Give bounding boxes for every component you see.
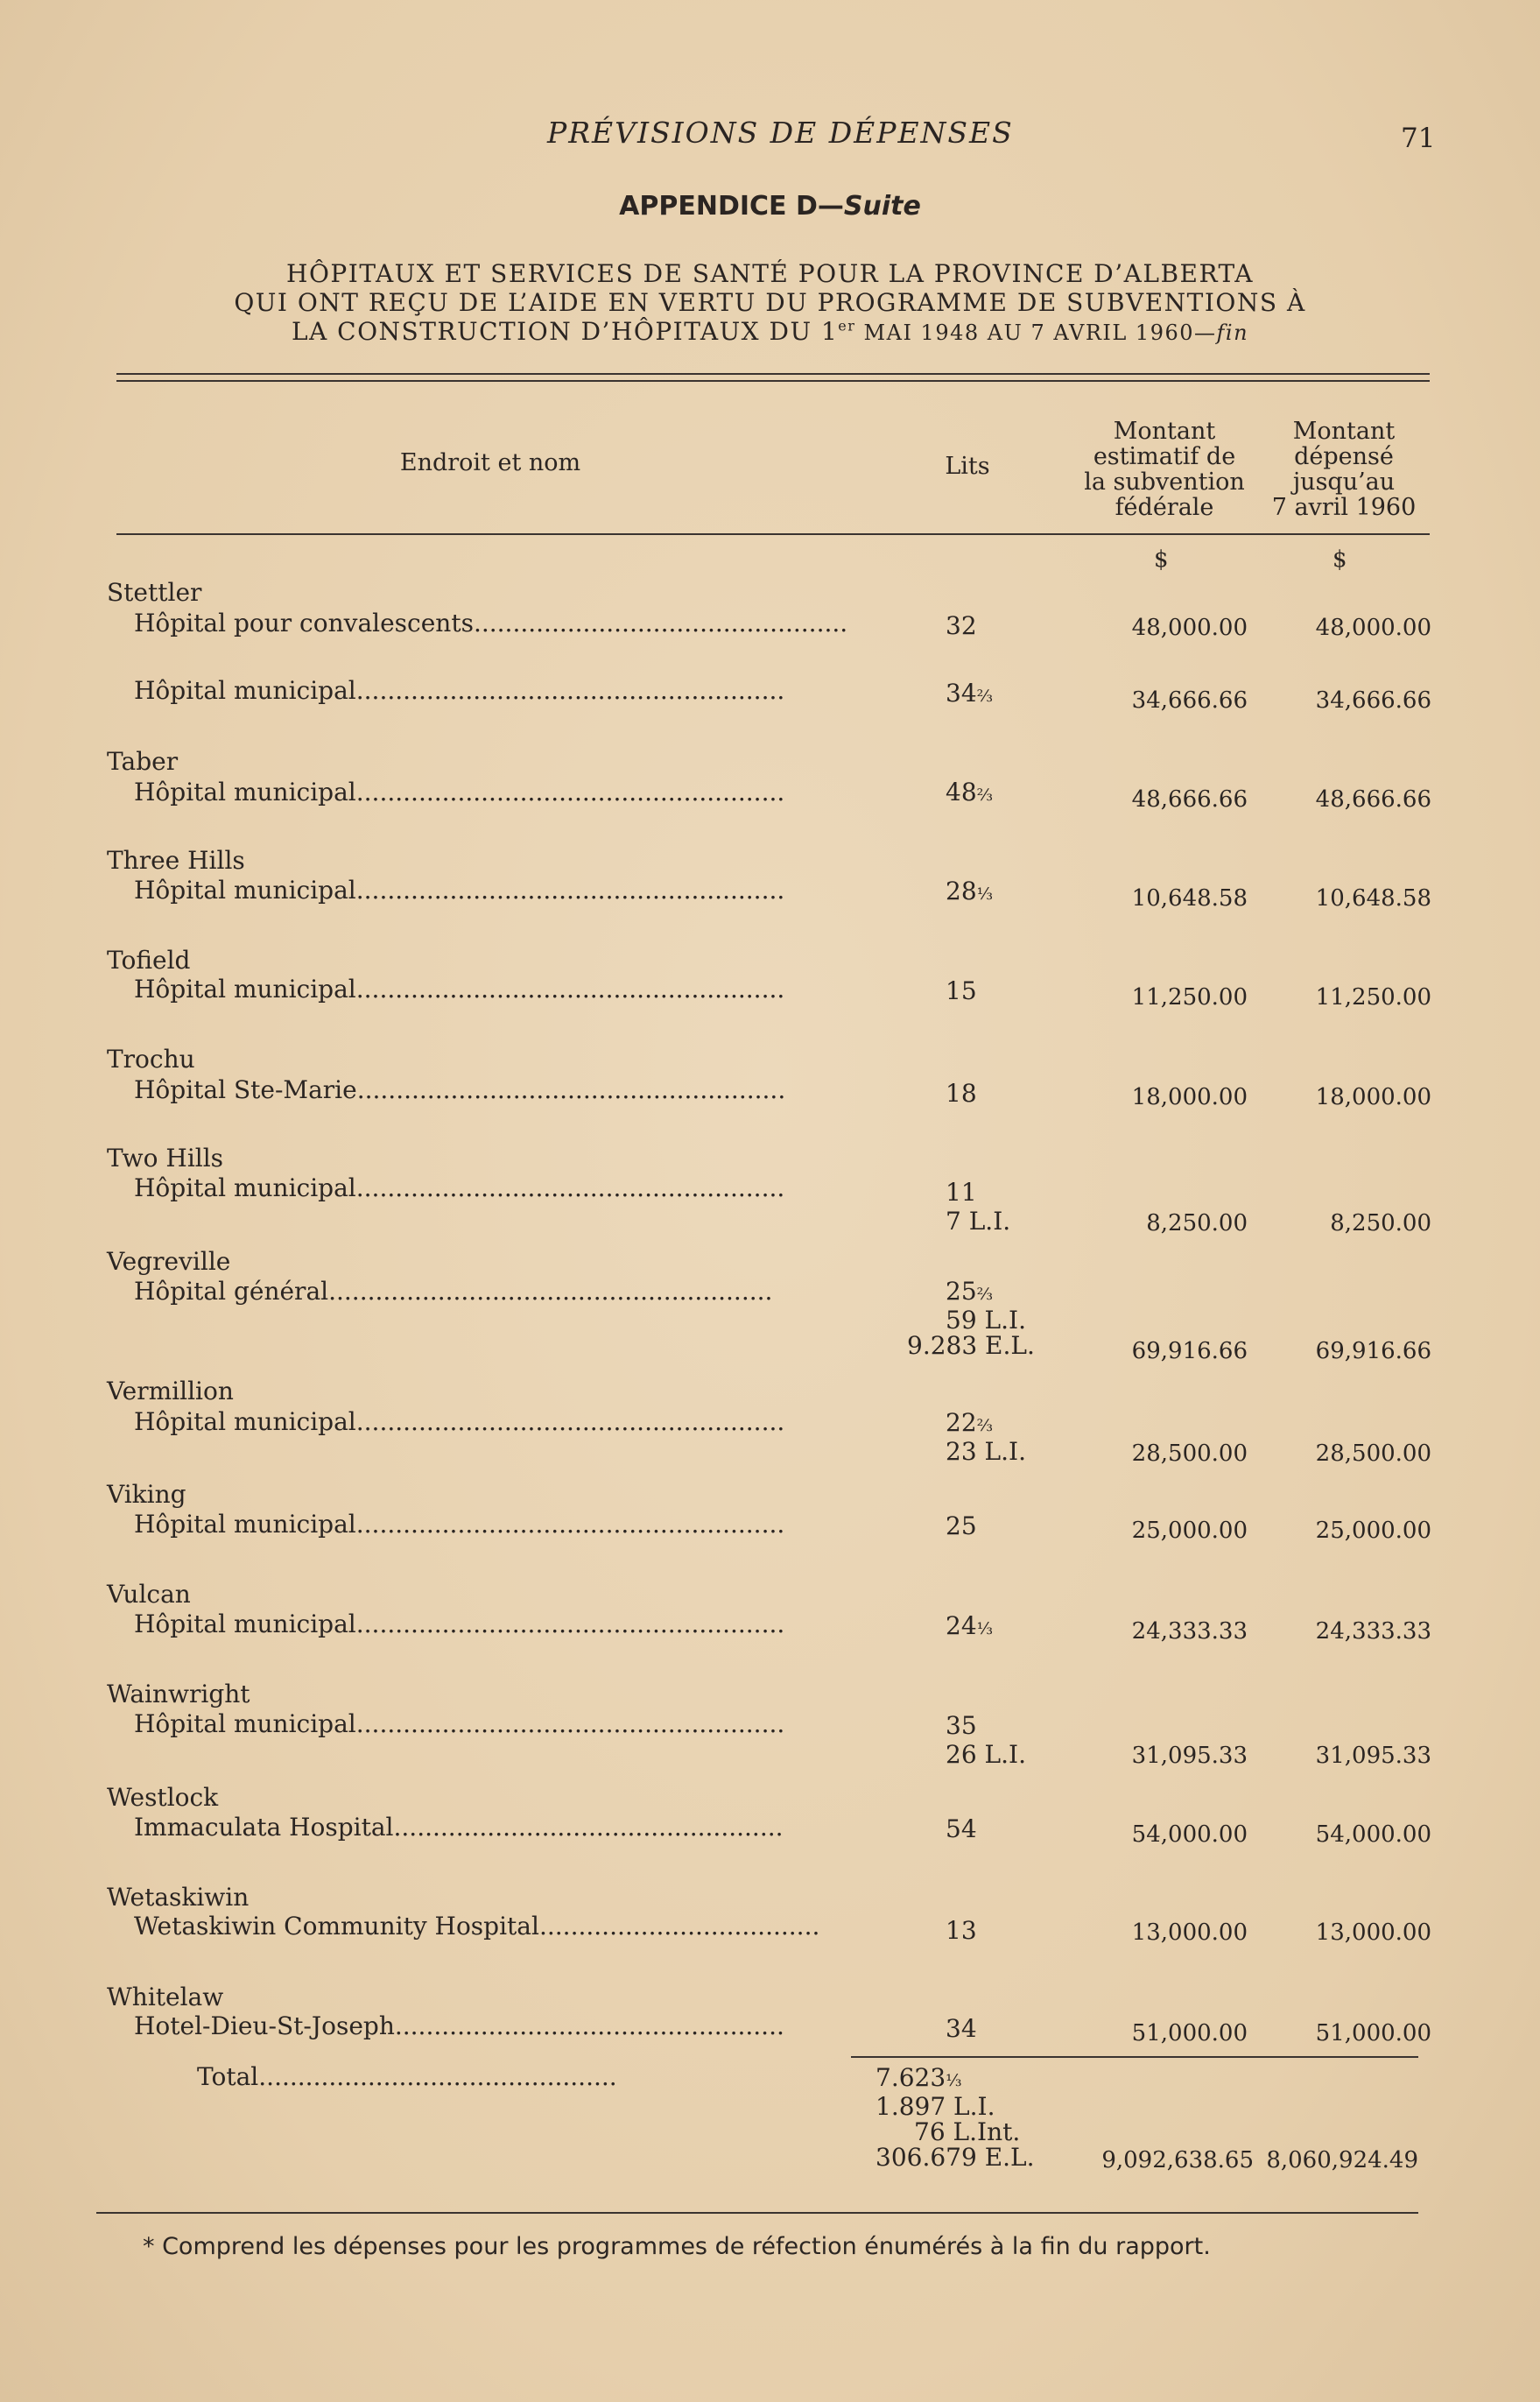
- subtitle-line-1: HÔPITAUX ET SERVICES DE SANTÉ POUR LA PROVINCE D’ALBERTA: [286, 259, 1254, 288]
- appendix-suffix: Suite: [843, 191, 921, 222]
- header-spent-line: 7 avril 1960: [1271, 494, 1417, 521]
- header-estimated-line: estimatif de: [1093, 443, 1236, 470]
- row-beds-line: [946, 1410, 1121, 1439]
- row-name: [134, 1610, 784, 1638]
- total-label: [197, 2062, 617, 2091]
- row-estimated: 25,000.00: [1131, 1518, 1248, 1544]
- row-name: [134, 1912, 819, 1941]
- row-spent: 69,916.66: [1315, 1338, 1431, 1364]
- row-estimated: 8,250.00: [1146, 1210, 1248, 1236]
- row-name-text: Hotel-Dieu-St-Joseph: [134, 2011, 395, 2040]
- row-beds-line: 26 L.I.: [946, 1740, 1026, 1769]
- row-name: [134, 676, 784, 705]
- footer-rule: [96, 2212, 1418, 2214]
- row-place: Vegreville: [107, 1247, 231, 1276]
- total-beds: [875, 2065, 1051, 2170]
- appendix-prefix: APPENDICE D—: [619, 191, 844, 222]
- row-place: Three Hills: [107, 846, 245, 875]
- row-beds-int: 48: [946, 778, 977, 807]
- row-name-text: Hôpital municipal: [134, 876, 356, 905]
- row-estimated: 24,333.33: [1131, 1618, 1248, 1645]
- title-rule-top: [116, 373, 1430, 375]
- row-estimated: 34,666.66: [1131, 687, 1248, 714]
- row-name-text: Hôpital municipal: [134, 975, 356, 1004]
- row-name-text: Hôpital municipal: [134, 1709, 356, 1738]
- row-beds-frac: ⅔: [976, 687, 994, 706]
- header-place: Endroit et nom: [399, 449, 581, 476]
- row-estimated: 48,000.00: [1131, 615, 1248, 641]
- row-beds-line: 59 L.I.: [946, 1306, 1026, 1335]
- row-name: [134, 975, 784, 1004]
- row-estimated: 13,000.00: [1131, 1919, 1248, 1946]
- row-beds-int: 34: [946, 679, 977, 708]
- leader-dots: .......................................................: [355, 676, 785, 705]
- row-estimated: 51,000.00: [1131, 2020, 1248, 2046]
- row-beds-line: 9.283 E.L.: [907, 1331, 1035, 1360]
- row-beds: [875, 878, 1121, 907]
- row-name: [134, 1173, 784, 1202]
- row-name-text: Hôpital municipal: [134, 1510, 356, 1539]
- row-estimated: 54,000.00: [1131, 1821, 1248, 1848]
- leader-dots: ..................................................: [394, 2011, 784, 2040]
- header-spent: [1234, 419, 1453, 520]
- row-place: Whitelaw: [107, 1983, 224, 2011]
- row-beds-int: 22: [946, 1408, 977, 1437]
- subtitle-line-3-b: MAI 1948 AU 7 AVRIL 1960—: [855, 321, 1217, 345]
- row-name-text: Hôpital municipal: [134, 1407, 356, 1436]
- row-place: Taber: [107, 747, 179, 776]
- row-estimated: 48,666.66: [1131, 786, 1248, 813]
- row-place: Westlock: [107, 1783, 219, 1812]
- total-spent: 8,060,924.49: [1266, 2147, 1418, 2173]
- row-name: [134, 778, 784, 807]
- row-place: Tofield: [107, 946, 191, 975]
- row-name-text: Hôpital général: [134, 1277, 329, 1306]
- row-name: [134, 1075, 785, 1104]
- row-beds-frac: ⅓: [976, 884, 994, 904]
- footnote: * Comprend les dépenses pour les programmes de réfection énumérés à la fin du rapport.: [143, 2233, 1211, 2260]
- row-spent: 31,095.33: [1315, 1743, 1431, 1769]
- row-beds-int: 11: [946, 1178, 977, 1207]
- leader-dots: .......................................................: [355, 1407, 785, 1436]
- row-estimated: 11,250.00: [1131, 984, 1248, 1011]
- header-spent-line: Montant: [1292, 418, 1396, 445]
- header-estimated-line: Montant: [1113, 418, 1216, 445]
- row-place: Wainwright: [107, 1680, 250, 1708]
- row-spent: 51,000.00: [1315, 2020, 1431, 2046]
- row-place: Vermillion: [107, 1377, 234, 1405]
- row-beds-int: 24: [946, 1611, 977, 1640]
- row-beds: [875, 1278, 1082, 1358]
- row-beds-int: 15: [946, 976, 977, 1005]
- row-beds-int: 54: [946, 1814, 977, 1843]
- row-name: [134, 1813, 784, 1842]
- row-place: Trochu: [107, 1045, 195, 1074]
- header-spent-line: dépensé: [1294, 443, 1394, 470]
- row-spent: 11,250.00: [1315, 984, 1431, 1011]
- total-beds-line: 1.897 L.I.: [875, 2092, 995, 2121]
- leader-dots: ..............................................: [258, 2062, 617, 2091]
- row-name: [134, 2011, 784, 2040]
- row-beds-frac: ⅔: [976, 1416, 994, 1435]
- row-place: Two Hills: [107, 1144, 224, 1173]
- row-name-text: Hôpital municipal: [134, 778, 356, 807]
- row-estimated: 31,095.33: [1131, 1743, 1248, 1769]
- subtitle-line-3-em: fin: [1216, 321, 1249, 345]
- total-rule: [851, 2056, 1418, 2058]
- total-label-text: Total: [197, 2062, 259, 2091]
- row-beds-int: 34: [946, 2014, 977, 2043]
- row-name-text: Hôpital Ste-Marie: [134, 1075, 357, 1104]
- total-beds-line: [875, 2065, 1051, 2094]
- row-name: [134, 1407, 784, 1436]
- row-beds: [875, 2016, 1121, 2045]
- header-spent-line: jusqu’au: [1292, 468, 1396, 496]
- row-beds-int: 18: [946, 1079, 977, 1108]
- row-spent: 13,000.00: [1315, 1919, 1431, 1946]
- leader-dots: ..................................................: [393, 1813, 784, 1842]
- leader-dots: .......................................................: [355, 1173, 785, 1202]
- row-beds-line: 23 L.I.: [946, 1437, 1026, 1466]
- header-estimated-line: fédérale: [1115, 494, 1214, 521]
- row-beds-int: 35: [946, 1711, 977, 1740]
- row-beds: [875, 1816, 1121, 1845]
- header-estimated-line: la subvention: [1084, 468, 1245, 496]
- row-beds-frac: ⅔: [976, 785, 994, 805]
- row-spent: 8,250.00: [1330, 1210, 1431, 1236]
- running-head: PRÉVISIONS DE DÉPENSES: [547, 116, 1014, 150]
- row-beds-line: [946, 1180, 1121, 1208]
- row-beds: [875, 779, 1121, 808]
- row-name-text: Hôpital pour convalescents: [134, 609, 474, 637]
- row-beds-line: 7 L.I.: [946, 1207, 1011, 1236]
- row-name: [134, 1709, 784, 1738]
- leader-dots: .......................................................: [355, 1610, 785, 1638]
- leader-dots: .......................................................: [356, 1075, 786, 1104]
- leader-dots: ................................................: [473, 609, 848, 637]
- row-name: [134, 1277, 772, 1306]
- row-beds: [875, 1180, 1121, 1234]
- leader-dots: .......................................................: [355, 975, 785, 1004]
- subtitle-sup: er: [838, 317, 856, 335]
- row-beds-int: 32: [946, 611, 977, 640]
- row-beds-int: 28: [946, 877, 977, 905]
- subtitle-line-2: QUI ONT REÇU DE L’AIDE EN VERTU DU PROGRAMME DE SUBVENTIONS À: [234, 288, 1306, 317]
- row-estimated: 28,500.00: [1131, 1440, 1248, 1467]
- row-spent: 10,648.58: [1315, 885, 1431, 912]
- row-estimated: 10,648.58: [1131, 885, 1248, 912]
- row-name: [134, 876, 784, 905]
- leader-dots: .......................................................: [355, 876, 785, 905]
- row-name-text: Hôpital municipal: [134, 1610, 356, 1638]
- row-spent: 24,333.33: [1315, 1618, 1431, 1645]
- row-spent: 48,000.00: [1315, 615, 1431, 641]
- row-name: [134, 609, 847, 637]
- total-beds-line: 76 L.Int.: [914, 2117, 1021, 2146]
- row-place: Vulcan: [107, 1580, 191, 1609]
- row-spent: 18,000.00: [1315, 1084, 1431, 1110]
- leader-dots: .......................................................: [355, 1510, 785, 1539]
- row-beds: [875, 680, 1121, 709]
- row-name-text: Hôpital municipal: [134, 676, 356, 705]
- title-rule-bottom: [116, 380, 1430, 382]
- row-place: Stettler: [107, 578, 202, 607]
- appendix-title: [0, 191, 1540, 222]
- leader-dots: .......................................................: [355, 778, 785, 807]
- row-beds: [875, 1513, 1121, 1542]
- page-number: 71: [1401, 123, 1436, 154]
- row-place: Viking: [107, 1480, 186, 1509]
- row-beds-line: [907, 1278, 1082, 1307]
- currency-estimated: $: [1154, 546, 1169, 573]
- row-beds-int: 13: [946, 1916, 977, 1945]
- row-beds-int: 25: [946, 1511, 977, 1540]
- row-beds: [875, 613, 1121, 642]
- leader-dots: ....................................: [538, 1912, 820, 1941]
- leader-dots: .......................................................: [355, 1709, 785, 1738]
- subtitle-line-3-a: LA CONSTRUCTION D’HÔPITAUX DU 1: [291, 317, 839, 346]
- row-spent: 54,000.00: [1315, 1821, 1431, 1848]
- currency-spent: $: [1333, 546, 1347, 573]
- row-spent: 34,666.66: [1315, 687, 1431, 714]
- row-name-text: Immaculata Hospital: [134, 1813, 394, 1842]
- total-beds-line: 306.679 E.L.: [875, 2143, 1035, 2172]
- row-spent: 28,500.00: [1315, 1440, 1431, 1467]
- row-spent: 48,666.66: [1315, 786, 1431, 813]
- row-name-text: Hôpital municipal: [134, 1173, 356, 1202]
- row-beds: [875, 1613, 1121, 1642]
- row-beds-line: [946, 1713, 1121, 1742]
- leader-dots: .........................................................: [328, 1277, 773, 1306]
- row-name-text: Wetaskiwin Community Hospital: [134, 1912, 539, 1941]
- row-beds-frac: ⅓: [976, 1619, 994, 1638]
- row-estimated: 69,916.66: [1131, 1338, 1248, 1364]
- row-beds-frac: ⅔: [976, 1285, 994, 1304]
- row-name: [134, 1510, 784, 1539]
- row-beds-int: 25: [946, 1277, 977, 1306]
- row-beds: [875, 1713, 1121, 1767]
- row-place: Wetaskiwin: [107, 1883, 250, 1912]
- row-beds: [875, 1918, 1121, 1947]
- total-beds-int: 7.623: [875, 2063, 946, 2092]
- subtitle-line-3: [0, 317, 1540, 346]
- header-rule: [116, 533, 1430, 535]
- total-beds-frac: ⅓: [946, 2071, 962, 2090]
- header-beds: Lits: [945, 453, 990, 480]
- row-beds: [875, 1410, 1121, 1464]
- row-beds: [875, 978, 1121, 1007]
- total-estimated: 9,092,638.65: [1101, 2147, 1254, 2173]
- row-spent: 25,000.00: [1315, 1518, 1431, 1544]
- row-beds: [875, 1081, 1121, 1109]
- row-estimated: 18,000.00: [1131, 1084, 1248, 1110]
